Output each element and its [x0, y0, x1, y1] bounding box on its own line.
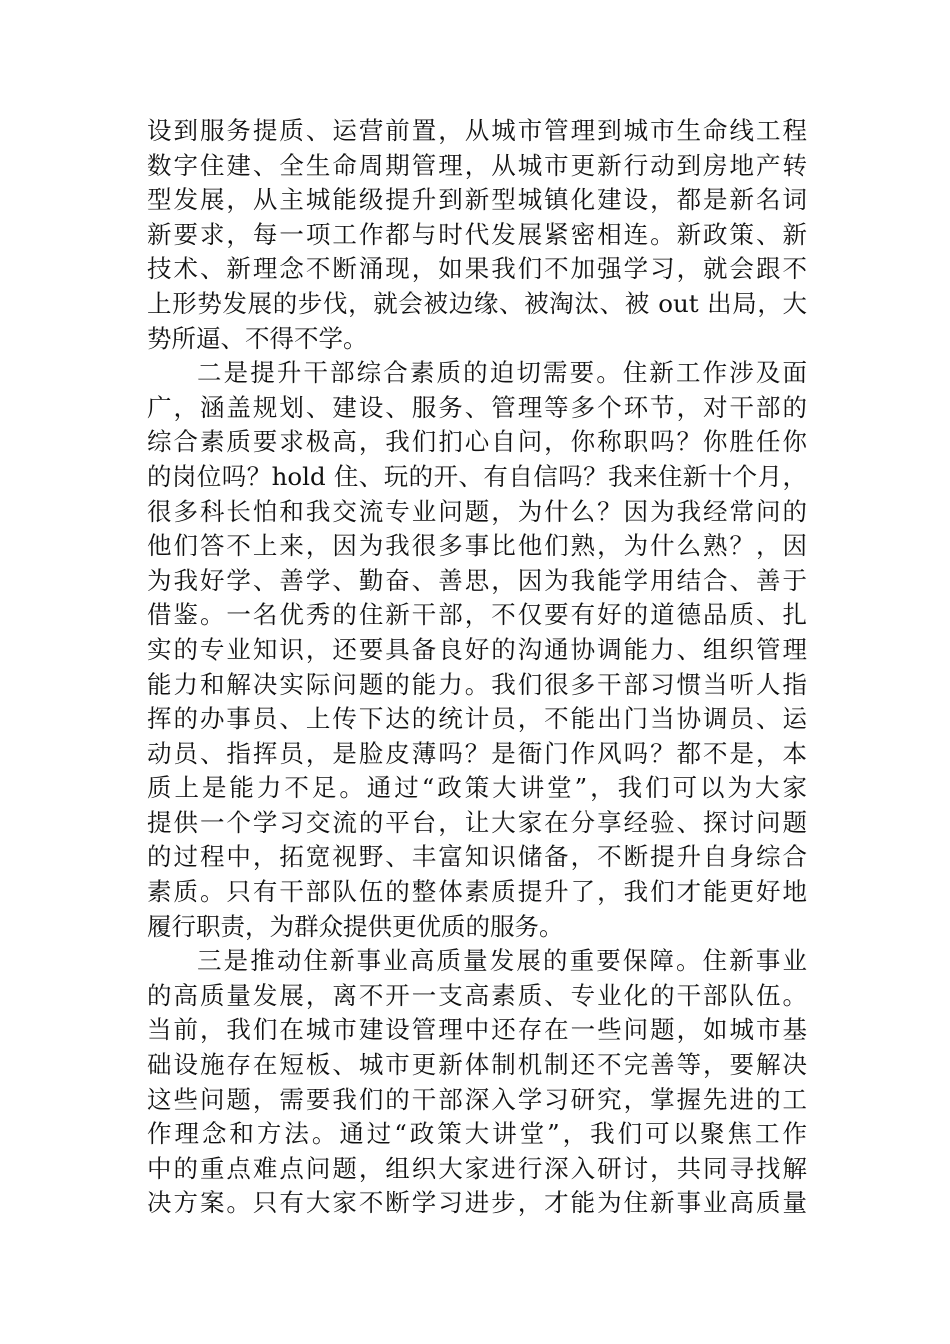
text-line: 的高质量发展，离不开一支高素质、专业化的干部队伍。 — [147, 980, 807, 1010]
text-line: 新要求，每一项工作都与时代发展紧密相连。新政策、新 — [147, 219, 807, 249]
text-line: 数字住建、全生命周期管理，从城市更新行动到房地产转 — [147, 150, 807, 180]
text-line: 的过程中，拓宽视野、丰富知识储备，不断提升自身综合 — [147, 842, 807, 872]
text-line: 设到服务提质、运营前置，从城市管理到城市生命线工程 — [147, 116, 807, 145]
text-line: 广，涵盖规划、建设、服务、管理等多个环节，对干部的 — [147, 392, 807, 422]
text-line: 挥的办事员、上传下达的统计员，不能出门当协调员、运 — [147, 704, 807, 734]
text-line: 技术、新理念不断涌现，如果我们不加强学习，就会跟不 — [147, 254, 807, 284]
text-line: 履行职责，为群众提供更优质的服务。 — [147, 911, 564, 941]
paragraph — [147, 114, 807, 356]
text-line: 的岗位吗？hold 住、玩的开、有自信吗？我来住新十个月， — [147, 461, 807, 491]
text-line: 础设施存在短板、城市更新体制机制还不完善等，要解决 — [147, 1050, 807, 1080]
text-line: 上形势发展的步伐，就会被边缘、被淘汰、被 out 出局，大 — [147, 288, 807, 318]
text-line: 这些问题，需要我们的干部深入学习研究，掌握先进的工 — [147, 1084, 807, 1114]
text-line: 中的重点难点问题，组织大家进行深入研讨，共同寻找解 — [147, 1153, 807, 1183]
text-line: 借鉴。一名优秀的住新干部，不仅要有好的道德品质、扎 — [147, 600, 807, 630]
text-line: 综合素质要求极高，我们扪心自问，你称职吗？你胜任你 — [147, 427, 807, 457]
text-line: 作理念和方法。通过“政策大讲堂”，我们可以聚焦工作 — [147, 1119, 807, 1149]
text-line: 势所逼、不得不学。 — [147, 323, 368, 353]
text-line: 质上是能力不足。通过“政策大讲堂”，我们可以为大家 — [147, 773, 807, 803]
text-line: 提供一个学习交流的平台，让大家在分享经验、探讨问题 — [147, 807, 807, 837]
text-line: 二是提升干部综合素质的迫切需要。住新工作涉及面 — [197, 358, 807, 388]
text-line: 他们答不上来，因为我很多事比他们熟，为什么熟？，因 — [147, 531, 807, 561]
text-line: 能力和解决实际问题的能力。我们很多干部习惯当听人指 — [147, 669, 807, 699]
text-line: 动员、指挥员，是脸皮薄吗？是衙门作风吗？都不是，本 — [147, 738, 807, 768]
text-line: 三是推动住新事业高质量发展的重要保障。住新事业 — [197, 946, 807, 976]
text-line: 很多科长怕和我交流专业问题，为什么？因为我经常问的 — [147, 496, 807, 526]
paragraph — [147, 356, 807, 944]
text-line: 素质。只有干部队伍的整体素质提升了，我们才能更好地 — [147, 877, 807, 907]
text-line: 实的专业知识，还要具备良好的沟通协调能力、组织管理 — [147, 634, 807, 664]
text-line: 型发展，从主城能级提升到新型城镇化建设，都是新名词 — [147, 185, 807, 215]
text-line: 当前，我们在城市建设管理中还存在一些问题，如城市基 — [147, 1015, 807, 1045]
text-line: 为我好学、善学、勤奋、善思，因为我能学用结合、善于 — [147, 565, 807, 595]
paragraph — [147, 944, 807, 1221]
text-line: 决方案。只有大家不断学习进步，才能为住新事业高质量 — [147, 1188, 807, 1218]
document-page — [147, 114, 807, 1221]
